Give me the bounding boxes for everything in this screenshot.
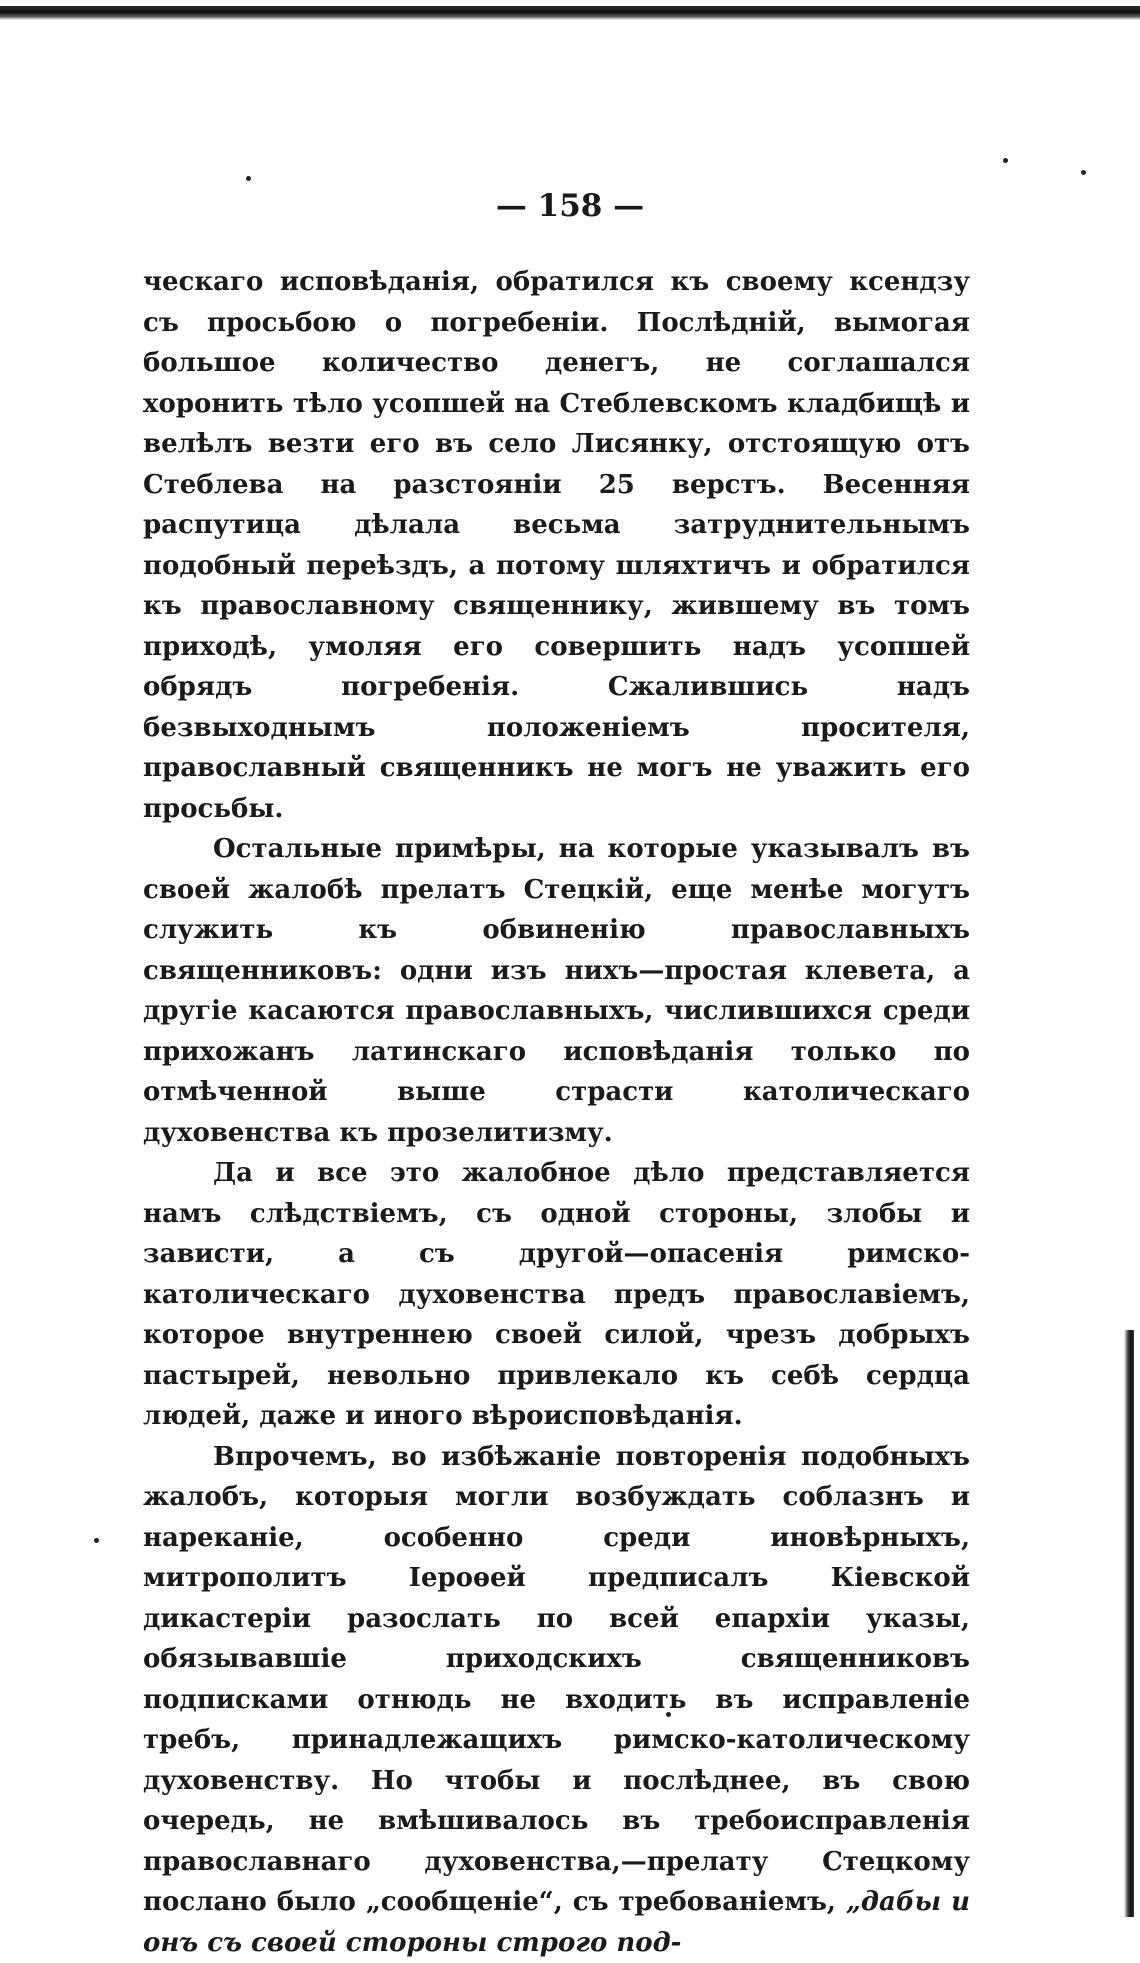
paragraph [143,1437,970,1963]
page-number: — 158 — [0,188,1140,224]
print-speck [1003,158,1008,163]
italic-quote: „дабы и онъ съ своей стороны строго под- [143,1887,970,1958]
page-text [143,262,970,1963]
print-speck [246,176,251,181]
print-speck [94,1538,99,1543]
paragraph: ческаго исповѣданія, обратился къ своему ксендзу съ просьбою о погребеніи. Послѣдній, вымогая большое количество денегъ, не соглашался хоронить тѣло усопшей на Стеблевскомъ кладбищѣ и велѣлъ везти его въ село Лисянку, отстоящую отъ Стеблева на разстояніи 25 верстъ. Весенняя распутица дѣлала весьма затруднительнымъ подобный переѣздъ, а потому шляхтичъ и обратился къ православному священнику, жившему въ томъ приходѣ, умоляя его совершить надъ усопшей обрядъ погребенія. Сжалившись надъ безвыходнымъ положеніемъ просителя, православный священникъ не могъ не уважить его просьбы. [143,262,970,829]
paragraph: Да и все это жалобное дѣло представляется намъ слѣдствіемъ, съ одной стороны, злобы и зависти, а съ другой—опасенія римско-католическаго духовенства предъ православіемъ, которое внутреннею своей силой, чрезъ добрыхъ пастырей, невольно привлекало къ себѣ сердца людей, даже и иного вѣроисповѣданія. [143,1153,970,1437]
paragraph-text: Впрочемъ, во избѣжаніе повторенія подобныхъ жалобъ, которыя могли возбуждать соблазнъ и нареканіе, особенно среди иновѣрныхъ, митрополитъ Іероѳей предписалъ Кіевской дикастеріи разослать по всей епархіи указы, обязывавшіе приходскихъ священниковъ подписками отнюдь не входить въ исправленіе требъ, принадлежащихъ римско-католическому духовенству. Но чтобы и послѣднее, въ свою очередь, не вмѣшивалось въ требоисправленія православнаго духовенства,—прелату Стецкому послано было „сообщеніе“, съ требованіемъ, [143,1442,970,1918]
paragraph: Остальные примѣры, на которые указывалъ въ своей жалобѣ прелатъ Стецкій, еще менѣе могутъ служить къ обвиненію православныхъ священниковъ: одни изъ нихъ—простая клевета, а другіе касаются православныхъ, числившихся среди прихожанъ латинскаго исповѣданія только по отмѣченной выше страсти католическаго духовенства къ прозелитизму. [143,829,970,1153]
page-right-edge [1124,1330,1134,1917]
page-top-edge [0,6,1140,20]
print-speck [1081,170,1086,175]
